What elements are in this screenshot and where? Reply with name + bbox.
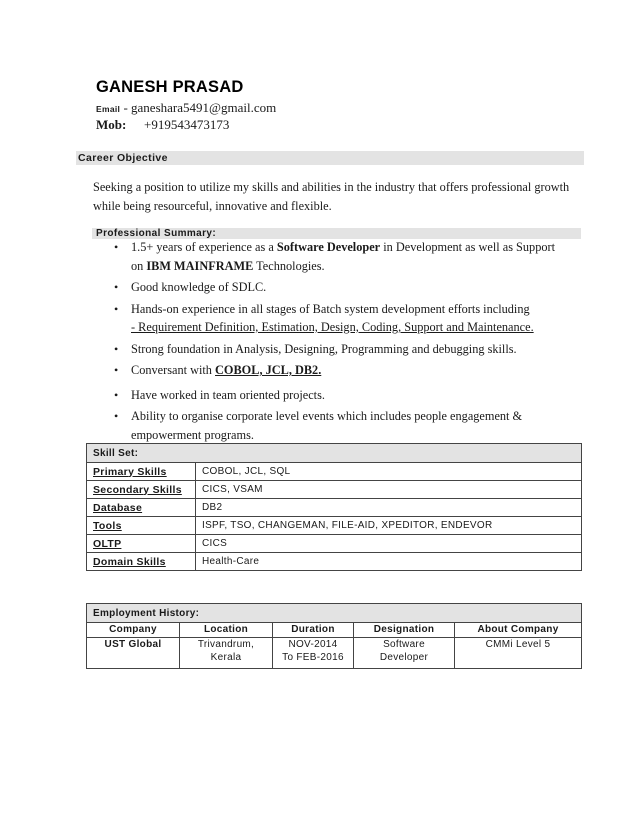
location-line: Kerala [210, 652, 242, 663]
table-row [87, 481, 582, 499]
column-header: Duration [273, 623, 354, 638]
skill-set-heading: Skill Set: [87, 444, 582, 463]
email-value: ganeshara5491@gmail.com [131, 100, 277, 115]
summary-text: Good knowledge of SDLC. [131, 280, 267, 294]
duration-line: To FEB-2016 [282, 652, 344, 663]
summary-text: Conversant with [131, 363, 216, 377]
designation-cell [354, 638, 455, 669]
career-objective-text: Seeking a position to utilize my skills and abilities in the industry that offers professional growth while being resourceful, innovative and flexible. [93, 180, 570, 213]
email-label: Email [96, 104, 121, 114]
skill-value: CICS [196, 535, 582, 553]
bullet: • [114, 301, 119, 316]
employment-history-heading: Employment History: [87, 604, 582, 623]
skill-key: Primary Skills [87, 463, 196, 481]
skill-value: DB2 [196, 499, 582, 517]
email-row [96, 100, 276, 116]
mobile-value: +919543473173 [144, 117, 230, 132]
bullet: • [114, 387, 119, 402]
bullet: • [114, 409, 119, 423]
duration-cell [273, 638, 354, 669]
summary-item [100, 238, 560, 275]
bullet: • [114, 280, 119, 294]
duration-line: NOV-2014 [288, 639, 338, 650]
skill-key: OLTP [87, 535, 196, 553]
summary-item [100, 300, 560, 337]
career-objective-heading: Career Objective [76, 151, 584, 165]
professional-summary-heading: Professional Summary: [92, 228, 581, 239]
table-row [87, 499, 582, 517]
company-cell: UST Global [87, 638, 180, 669]
skill-key: Tools [87, 517, 196, 535]
bullet: • [114, 341, 119, 356]
skill-value: CICS, VSAM [196, 481, 582, 499]
skill-value: Health-Care [196, 553, 582, 571]
skill-key: Database [87, 499, 196, 517]
summary-item [100, 386, 560, 405]
column-header: About Company [455, 623, 582, 638]
location-cell [180, 638, 273, 669]
location-line: Trivandrum, [197, 639, 255, 650]
summary-list [100, 238, 560, 447]
table-row [87, 535, 582, 553]
table-row [87, 638, 582, 669]
summary-underlined-text: - Requirement Definition, Estimation, Design, Coding, Support and Maintenance. [131, 320, 534, 334]
candidate-name: GANESH PRASAD [96, 78, 244, 96]
summary-bold: Software Developer [276, 240, 381, 254]
skill-value: COBOL, JCL, SQL [196, 463, 582, 481]
summary-text: Technologies. [253, 258, 325, 273]
summary-item [100, 340, 560, 359]
column-header: Location [180, 623, 273, 638]
mobile-row [96, 117, 229, 133]
skill-key: Domain Skills [87, 553, 196, 571]
summary-text: Strong foundation in Analysis, Designing, Programming and debugging skills. [131, 341, 517, 356]
skill-key: Secondary Skills [87, 481, 196, 499]
table-row [87, 463, 582, 481]
mobile-label: Mob: [96, 117, 127, 132]
column-header: Designation [354, 623, 455, 638]
skill-set-table [86, 443, 582, 571]
summary-item [100, 361, 560, 380]
employment-history-table [86, 603, 582, 669]
summary-text: Ability to organise corporate level events which includes people engagement & empowerment programs. [131, 409, 523, 442]
bullet: • [114, 240, 119, 254]
summary-text: Hands-on experience in all stages of Batch system development efforts including [131, 301, 530, 316]
table-header-row [87, 623, 582, 638]
summary-text: in Development as well as Support on [131, 240, 555, 273]
summary-item [100, 407, 560, 444]
summary-text: Have worked in team oriented projects. [131, 387, 325, 402]
summary-bold-underlined: COBOL, JCL, DB2. [215, 363, 322, 377]
table-row [87, 553, 582, 571]
summary-bold: IBM MAINFRAME [146, 258, 254, 273]
about-company-cell: CMMi Level 5 [455, 638, 582, 669]
email-separator: - [120, 100, 132, 115]
skill-value: ISPF, TSO, CHANGEMAN, FILE-AID, XPEDITOR, ENDEVOR [196, 517, 582, 535]
bullet: • [114, 363, 119, 377]
column-header: Company [87, 623, 180, 638]
summary-text: 1.5+ years of experience as a [131, 240, 277, 254]
summary-item [100, 278, 560, 297]
designation-line: Developer [379, 652, 429, 663]
table-row [87, 517, 582, 535]
designation-line: Software [383, 639, 425, 650]
